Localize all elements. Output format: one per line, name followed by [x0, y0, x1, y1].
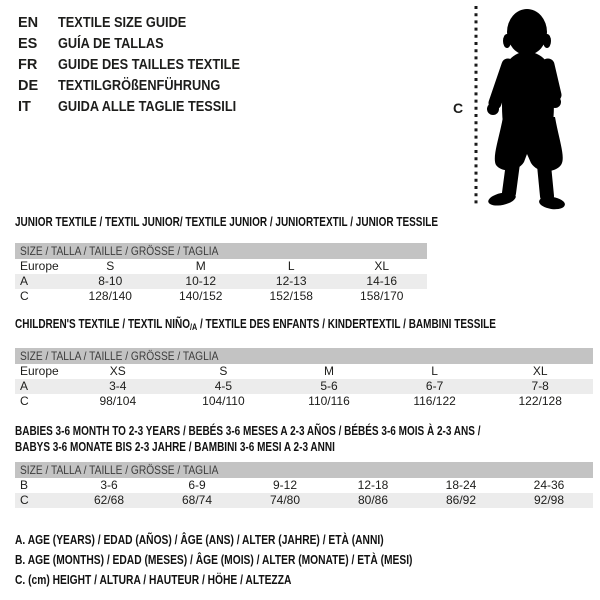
height-cell: 80/86 — [357, 493, 389, 507]
size-cell: M — [323, 364, 334, 378]
language-row-de — [18, 76, 265, 97]
row-label: A — [20, 379, 29, 393]
age-cell: 9-12 — [272, 478, 298, 492]
language-label: GUÍA DE TALLAS — [58, 36, 164, 52]
row-label: C — [20, 493, 29, 507]
table-row — [15, 478, 593, 493]
junior-textile-table — [15, 259, 427, 304]
language-label: GUIDA ALLE TAGLIE TESSILI — [58, 99, 237, 115]
language-row-fr — [18, 55, 265, 76]
babies-title-line2: BABYS 3-6 MONATE BIS 2-3 JAHRE / BAMBINI 3-6 MESI A 2-3 ANNI — [15, 440, 335, 454]
age-cell: 5-6 — [320, 379, 338, 393]
language-code: FR — [18, 57, 38, 73]
table-row — [15, 274, 427, 289]
height-cell: 92/98 — [533, 493, 565, 507]
junior-textile-section — [15, 215, 439, 304]
height-cell: 110/116 — [308, 394, 350, 408]
language-row-en — [18, 13, 265, 34]
babies-title-line1: BABIES 3-6 MONTH TO 2-3 YEARS / BEBÉS 3-6 MESES A 2-3 AÑOS / BÉBÉS 3-6 MOIS À 2-3 ANS / — [15, 424, 481, 438]
age-cell: 7-8 — [531, 379, 549, 393]
language-code: IT — [18, 99, 31, 115]
table-row — [15, 379, 593, 394]
childrens-textile-title — [15, 317, 496, 334]
language-code: ES — [18, 36, 38, 52]
table-row — [15, 289, 427, 304]
height-cell: 98/104 — [99, 394, 137, 408]
height-cell: 116/122 — [413, 394, 456, 408]
title-rest: / TEXTILE DES ENFANTS / KINDERTEXTIL / BAMBINI TESSILE — [197, 317, 496, 331]
size-cell: S — [219, 364, 228, 378]
row-label: Europe — [20, 259, 59, 273]
row-label: C — [20, 394, 29, 408]
language-list — [18, 13, 265, 118]
size-header-label: SIZE / TALLA / TAILLE / GRÖSSE / TAGLIA — [20, 244, 219, 258]
age-cell: 10-12 — [185, 274, 217, 288]
age-cell: 8-10 — [98, 274, 123, 288]
age-cell: 24-36 — [533, 478, 565, 492]
age-cell: 12-18 — [357, 478, 389, 492]
title-subscript: /A — [189, 322, 198, 332]
age-cell: 6-9 — [188, 478, 206, 492]
size-header-bar — [15, 243, 427, 259]
size-cell: L — [287, 259, 295, 273]
height-cell: 140/152 — [179, 289, 223, 303]
age-cell: 12-13 — [275, 274, 307, 288]
height-cell: 74/80 — [269, 493, 301, 507]
age-cell: 3-4 — [109, 379, 127, 393]
size-header-bar — [15, 348, 593, 364]
language-label: TEXTILGRÖßENFÜHRUNG — [58, 78, 221, 94]
babies-textile-section — [15, 423, 593, 508]
row-label: A — [20, 274, 29, 288]
size-header-label: SIZE / TALLA / TAILLE / GRÖSSE / TAGLIA — [20, 349, 219, 363]
title-main: CHILDREN'S TEXTILE / TEXTIL NIÑO — [15, 317, 190, 331]
size-cell: XS — [109, 364, 126, 378]
row-label: B — [20, 478, 29, 492]
table-row — [15, 493, 593, 508]
size-cell: XL — [374, 259, 390, 273]
age-cell: 18-24 — [445, 478, 477, 492]
language-row-it — [18, 97, 265, 118]
table-row — [15, 259, 427, 274]
size-header-label: SIZE / TALLA / TAILLE / GRÖSSE / TAGLIA — [20, 463, 219, 477]
height-cell: 152/158 — [269, 289, 313, 303]
table-row — [15, 364, 593, 379]
legend-line-a: A. AGE (YEARS) / EDAD (AÑOS) / ÂGE (ANS) / ALTER (JAHRE) / ETÀ (ANNI) — [15, 533, 384, 547]
height-measure-label: C — [453, 100, 464, 116]
childrens-textile-table — [15, 364, 593, 409]
language-code: EN — [18, 15, 39, 31]
baby-silhouette-image — [482, 5, 578, 210]
height-figure — [440, 0, 600, 215]
legend — [15, 530, 500, 590]
legend-line-b: B. AGE (MONTHS) / EDAD (MESES) / ÂGE (MOIS) / ALTER (MONATE) / ETÀ (MESI) — [15, 553, 413, 567]
size-cell: L — [431, 364, 438, 378]
language-label: TEXTILE SIZE GUIDE — [58, 15, 187, 31]
height-cell: 122/128 — [518, 394, 562, 408]
age-cell: 14-16 — [366, 274, 398, 288]
height-cell: 68/74 — [181, 493, 213, 507]
height-cell: 158/170 — [360, 289, 404, 303]
language-code: DE — [18, 78, 39, 94]
size-cell: XL — [532, 364, 548, 378]
height-cell: 128/140 — [88, 289, 132, 303]
childrens-textile-section — [15, 317, 593, 409]
height-cell: 104/110 — [202, 394, 245, 408]
height-cell: 86/92 — [445, 493, 477, 507]
babies-textile-table — [15, 478, 593, 508]
table-row — [15, 394, 593, 409]
row-label: Europe — [20, 364, 59, 378]
junior-textile-title: JUNIOR TEXTILE / TEXTIL JUNIOR/ TEXTILE JUNIOR / JUNIORTEXTIL / JUNIOR TESSILE — [15, 215, 439, 229]
size-cell: M — [195, 259, 206, 273]
legend-line-c: C. (cm) HEIGHT / ALTURA / HAUTEUR / HÖHE / ALTEZZA — [15, 573, 292, 587]
age-cell: 4-5 — [214, 379, 233, 393]
size-cell: S — [106, 259, 115, 273]
row-label: C — [20, 289, 29, 303]
language-row-es — [18, 34, 265, 55]
age-cell: 3-6 — [100, 478, 118, 492]
age-cell: 6-7 — [425, 379, 444, 393]
language-label: GUIDE DES TAILLES TEXTILE — [58, 57, 240, 73]
height-cell: 62/68 — [93, 493, 125, 507]
height-measure-dotted-line — [474, 6, 478, 206]
size-header-bar — [15, 462, 593, 478]
